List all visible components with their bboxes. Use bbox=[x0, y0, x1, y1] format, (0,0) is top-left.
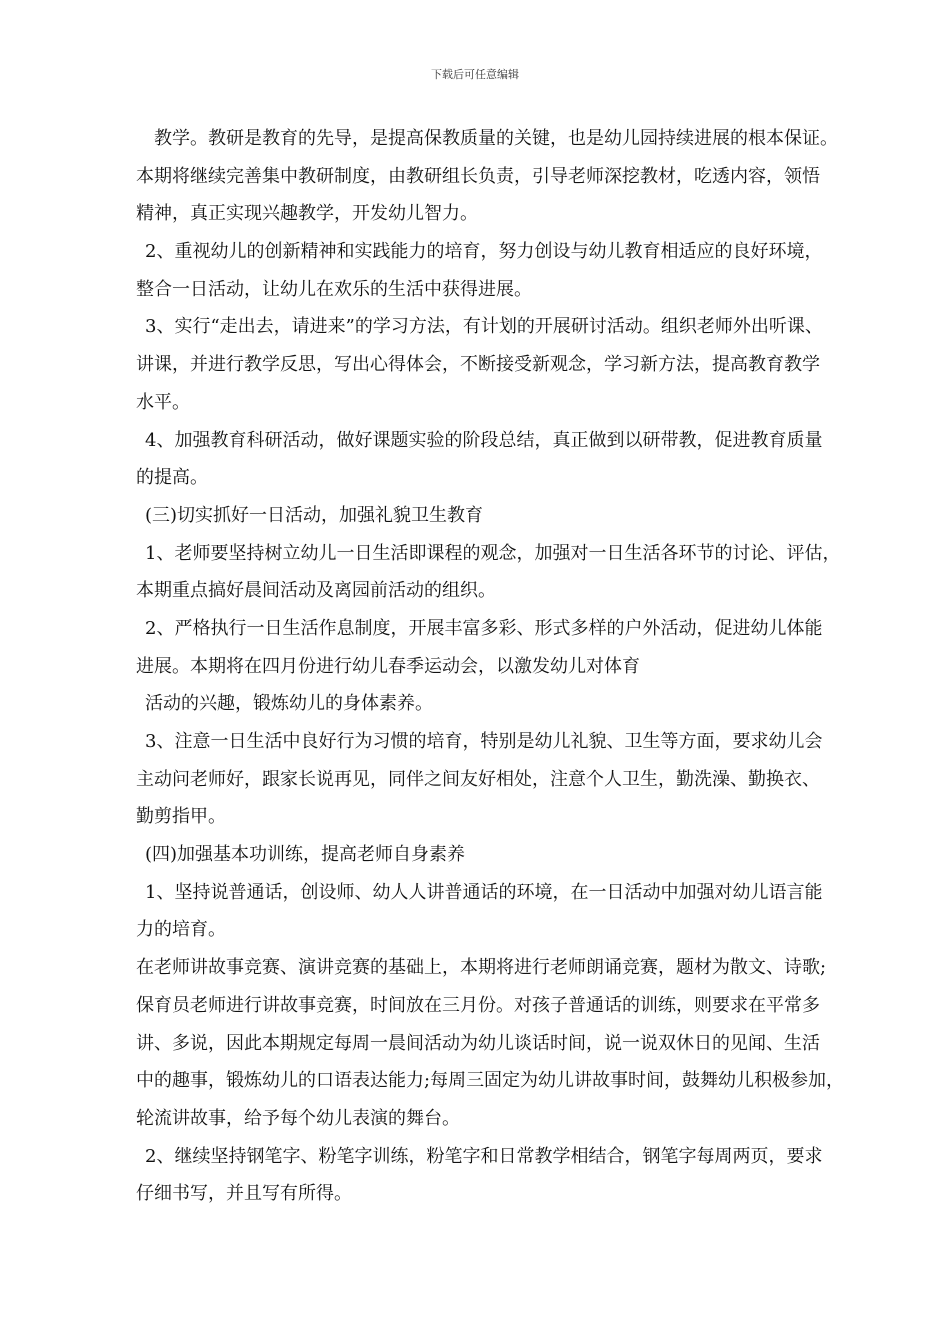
paragraph-line: 在老师讲故事竞赛、演讲竞赛的基础上，本期将进行老师朗诵竞赛，题材为散文、诗歌; bbox=[136, 957, 827, 979]
paragraph-line: 主动问老师好，跟家长说再见，同伴之间友好相处，注意个人卫生，勤洗澡、勤换衣、 bbox=[136, 768, 820, 790]
section-heading: (三)切实抓好一日活动，加强礼貌卫生教育 bbox=[145, 504, 484, 526]
paragraph-line: 2、重视幼儿的创新精神和实践能力的培育，努力创设与幼儿教育相适应的良好环境， bbox=[145, 241, 823, 263]
paragraph-line: 讲、多说，因此本期规定每周一晨间活动为幼儿谈话时间，说一说双休日的见闻、生活 bbox=[136, 1032, 820, 1054]
paragraph-line: 本期重点搞好晨间活动及离园前活动的组织。 bbox=[136, 580, 496, 602]
paragraph-line: 水平。 bbox=[136, 391, 190, 413]
paragraph-line: 的提高。 bbox=[136, 467, 208, 489]
document-body bbox=[136, 120, 896, 1213]
paragraph-line: 教学。教研是教育的先导，是提高保教质量的关键，也是幼儿园持续进展的根本保证。 bbox=[154, 128, 838, 149]
section-heading: (四)加强基本功训练，提高老师自身素养 bbox=[145, 844, 466, 866]
paragraph-line: 仔细书写，并且写有所得。 bbox=[136, 1183, 352, 1205]
paragraph-line: 轮流讲故事，给予每个幼儿表演的舞台。 bbox=[136, 1107, 460, 1129]
paragraph-line: 中的趣事，锻炼幼儿的口语表达能力;每周三固定为幼儿讲故事时间，鼓舞幼儿积极参加， bbox=[136, 1070, 845, 1092]
page-header: 下载后可任意编辑 bbox=[431, 68, 519, 81]
paragraph-line: 2、继续坚持钢笔字、粉笔字训练，粉笔字和日常教学相结合，钢笔字每周两页，要求 bbox=[145, 1145, 823, 1167]
paragraph-line: 2、严格执行一日生活作息制度，开展丰富多彩、形式多样的户外活动，促进幼儿体能 bbox=[145, 617, 823, 639]
paragraph-line: 1、老师要坚持树立幼儿一日生活即课程的观念，加强对一日生活各环节的讨论、评估， bbox=[145, 542, 841, 564]
paragraph-line: 进展。本期将在四月份进行幼儿春季运动会，以激发幼儿对体育 bbox=[136, 655, 640, 677]
paragraph-line: 整合一日活动，让幼儿在欢乐的生活中获得进展。 bbox=[136, 278, 532, 300]
paragraph-line: 3、实行“走出去，请进来”的学习方法，有计划的开展研讨活动。组织老师外出听课、 bbox=[145, 316, 823, 338]
paragraph-line: 1、坚持说普通话，创设师、幼人人讲普通话的环境，在一日活动中加强对幼儿语言能 bbox=[145, 881, 823, 903]
paragraph-line: 讲课，并进行教学反思，写出心得体会，不断接受新观念，学习新方法，提高教育教学 bbox=[136, 354, 820, 376]
paragraph-line: 本期将继续完善集中教研制度，由教研组长负责，引导老师深挖教材，吃透内容，领悟 bbox=[136, 165, 820, 187]
paragraph-line: 保育员老师进行讲故事竞赛，时间放在三月份。对孩子普通话的训练，则要求在平常多 bbox=[136, 994, 820, 1016]
paragraph-line: 活动的兴趣，锻炼幼儿的身体素养。 bbox=[145, 693, 433, 715]
paragraph-line: 精神，真正实现兴趣教学，开发幼儿智力。 bbox=[136, 203, 478, 225]
paragraph-line: 3、注意一日生活中良好行为习惯的培育，特别是幼儿礼貌、卫生等方面，要求幼儿会 bbox=[145, 731, 823, 752]
paragraph-line: 力的培育。 bbox=[136, 919, 226, 941]
paragraph-line: 勤剪指甲。 bbox=[136, 806, 226, 828]
paragraph-line: 4、加强教育科研活动，做好课题实验的阶段总结，真正做到以研带教，促进教育质量 bbox=[145, 429, 823, 451]
